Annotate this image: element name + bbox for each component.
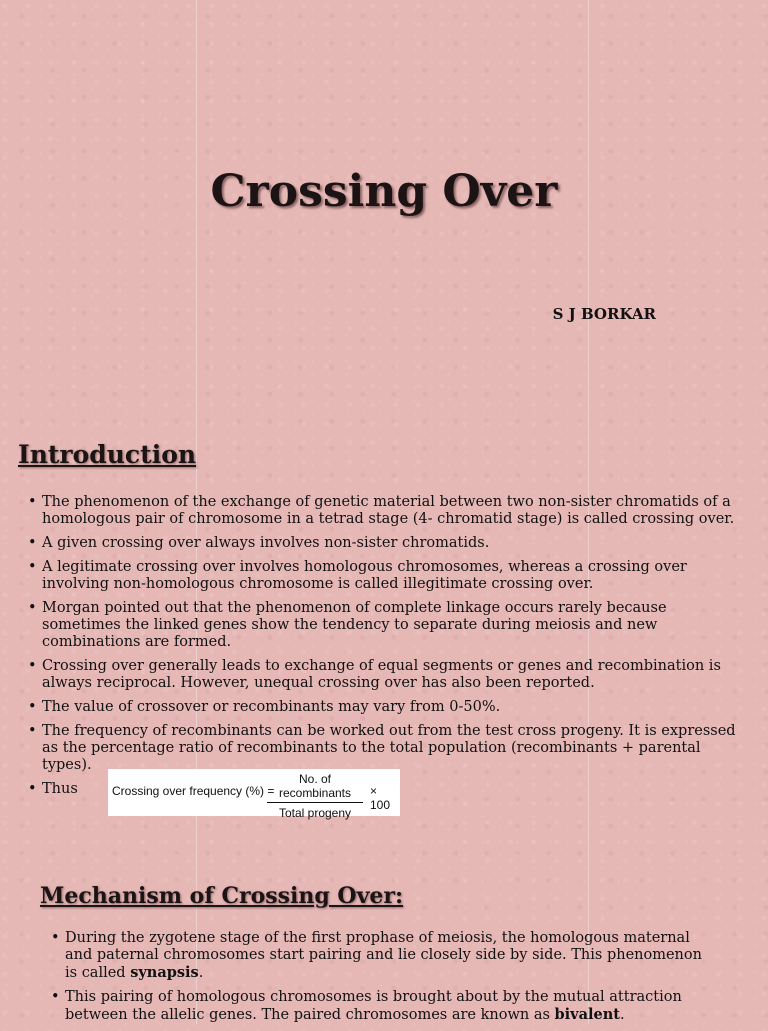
bold-term: synapsis [130, 964, 199, 981]
list-item: • The frequency of recombinants can be worked out from the test cross progeny. It is expressed as the percentage ratio of recombinants to the total population (recombinants + parental types). [28, 723, 748, 774]
crossing-over-formula [108, 769, 400, 820]
list-item: • Morgan pointed out that the phenomenon of complete linkage occurs rarely because sometimes the linked genes show the tendency to separate during meiosis and new combinations are formed. [28, 600, 748, 651]
mechanism-list [51, 930, 711, 1031]
bullet-text: During the zygotene stage of the first prophase of meiosis, the homologous maternal and paternal chromosomes start pairing and lie closely side by side. This phenomenon is called [65, 930, 702, 981]
bullet-end: . [198, 965, 204, 981]
formula-denominator: Total progeny [278, 806, 352, 820]
list-item: • Thus [28, 781, 748, 798]
page-title: Crossing Over [210, 166, 558, 217]
introduction-list [28, 494, 748, 805]
list-item: • The value of crossover or recombinants may vary from 0-50%. [28, 699, 748, 716]
list-item: • The phenomenon of the exchange of genetic material between two non-sister chromatids of a homologous pair of chromosome in a tetrad stage (4- chromatid stage) is called crossing over. [28, 494, 748, 528]
formula-numerator: No. of recombinants [267, 772, 363, 803]
formula-fraction [267, 772, 363, 820]
mechanism-heading: Mechanism of Crossing Over: [40, 883, 404, 909]
list-item: • A legitimate crossing over involves homologous chromosomes, whereas a crossing over involving non-homologous chromosome is called illegitimate crossing over. [28, 559, 748, 593]
bold-term: bivalent [554, 1006, 620, 1023]
list-item [51, 930, 711, 982]
formula-rhs: × 100 [370, 784, 391, 812]
list-item: • A given crossing over always involves non-sister chromatids. [28, 535, 748, 552]
bullet-text: This pairing of homologous chromosomes is brought about by the mutual attraction between the allelic genes. The paired chromosomes are known as [65, 989, 682, 1023]
list-item [51, 989, 711, 1024]
author-name: S J BORKAR [552, 305, 656, 323]
introduction-heading: Introduction [18, 440, 197, 469]
list-item: • Crossing over generally leads to exchange of equal segments or genes and recombination is always reciprocal. However, unequal crossing over has also been reported. [28, 658, 748, 692]
bullet-end: . [619, 1007, 625, 1023]
formula-lhs: Crossing over frequency (%) = [112, 784, 275, 798]
